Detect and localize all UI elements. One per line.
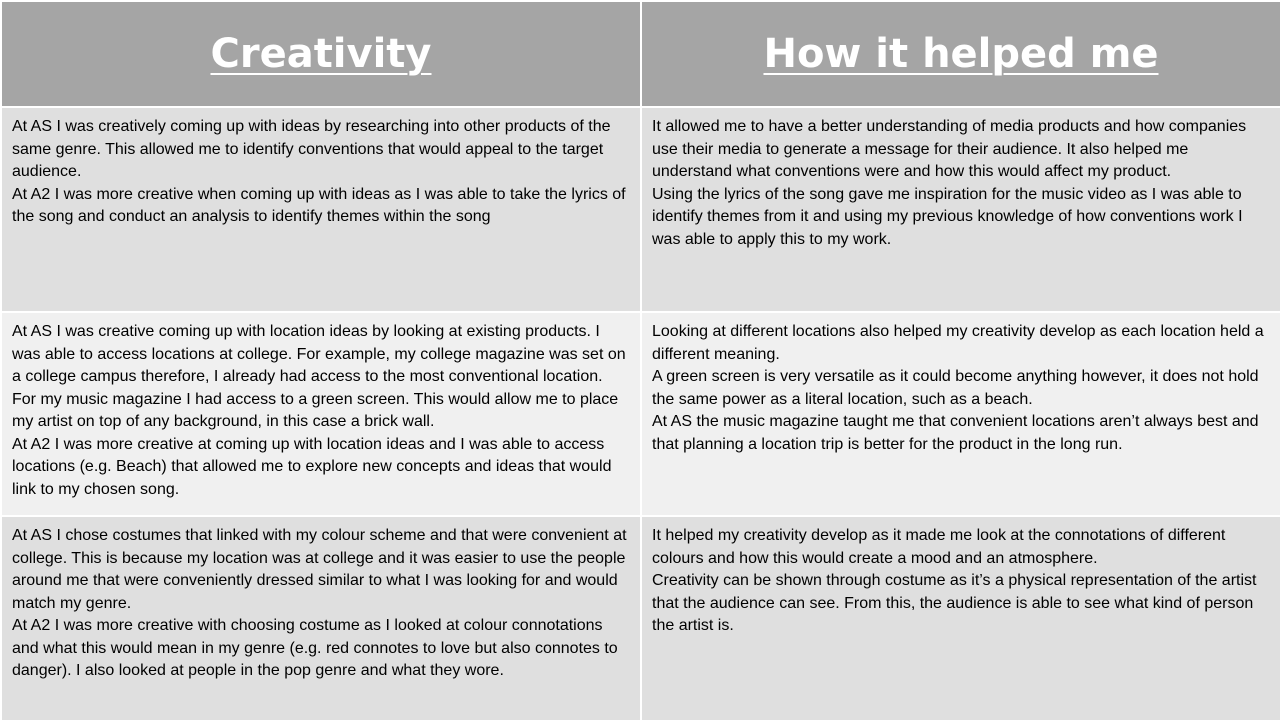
paragraph: At AS I was creative coming up with location ideas by looking at existing products. I was able to access locations at college. For example, my college magazine was set on a college campus therefore, I already had access to the most conventional location. For my music magazine I had access to a green screen. This would allow me to place my artist on top of any background, in this case a brick wall. bbox=[12, 323, 626, 430]
header-row bbox=[1, 1, 1280, 107]
header-cell-how-it-helped bbox=[641, 1, 1280, 107]
paragraph: At AS I was creatively coming up with ideas by researching into other products of the same genre. This allowed me to identify conventions that would appeal to the target audience. bbox=[12, 118, 611, 180]
cell-costume-helped bbox=[641, 516, 1280, 720]
paragraph: It helped my creativity develop as it made me look at the connotations of different colours and how this would create a mood and an atmosphere. bbox=[652, 527, 1226, 567]
paragraph: At AS the music magazine taught me that convenient locations aren’t always best and that planning a location trip is better for the product in the long run. bbox=[652, 413, 1259, 453]
table-row-costume bbox=[1, 516, 1280, 720]
paragraph: A green screen is very versatile as it could become anything however, it does not hold the same power as a literal location, such as a beach. bbox=[652, 368, 1259, 408]
table-row-locations bbox=[1, 312, 1280, 516]
header-creativity: Creativity bbox=[210, 31, 432, 77]
paragraph: Using the lyrics of the song gave me inspiration for the music video as I was able to identify themes from it and using my previous knowledge of how conventions work I was able to apply this to my work. bbox=[652, 185, 1243, 248]
cell-locations-creativity bbox=[1, 312, 641, 516]
table-row-ideas bbox=[1, 107, 1280, 312]
cell-ideas-creativity bbox=[1, 107, 641, 312]
paragraph: At A2 I was more creative at coming up with location ideas and I was able to access locations (e.g. Beach) that allowed me to explore new concepts and ideas that would link to my chosen song. bbox=[12, 435, 612, 498]
paragraph: At AS I chose costumes that linked with my colour scheme and that were convenient at college. This is because my location was at college and it was easier to use the people around me that were conveniently dressed similar to what I was looking for and would match my genre. bbox=[12, 527, 627, 612]
paragraph: Creativity can be shown through costume as it’s a physical representation of the artist that the audience can see. From this, the audience is able to see what kind of person the artist is. bbox=[652, 572, 1257, 634]
cell-ideas-helped bbox=[641, 107, 1280, 312]
paragraph: Looking at different locations also helped my creativity develop as each location held a different meaning. bbox=[652, 323, 1264, 363]
cell-costume-creativity bbox=[1, 516, 641, 720]
paragraph: At A2 I was more creative when coming up with ideas as I was able to take the lyrics of the song and conduct an analysis to identify themes within the song bbox=[12, 185, 626, 225]
paragraph: At A2 I was more creative with choosing costume as I looked at colour connotations and what this would mean in my genre (e.g. red connotes to love but also connotes to danger). I also looked at people in the pop genre and what they wore. bbox=[12, 617, 618, 679]
header-how-it-helped: How it helped me bbox=[763, 31, 1159, 77]
header-cell-creativity bbox=[1, 1, 641, 107]
paragraph: It allowed me to have a better understanding of media products and how companies use their media to generate a message for their audience. It also helped me understand what conventions were and how this would affect my product. bbox=[652, 118, 1247, 180]
cell-locations-helped bbox=[641, 312, 1280, 516]
